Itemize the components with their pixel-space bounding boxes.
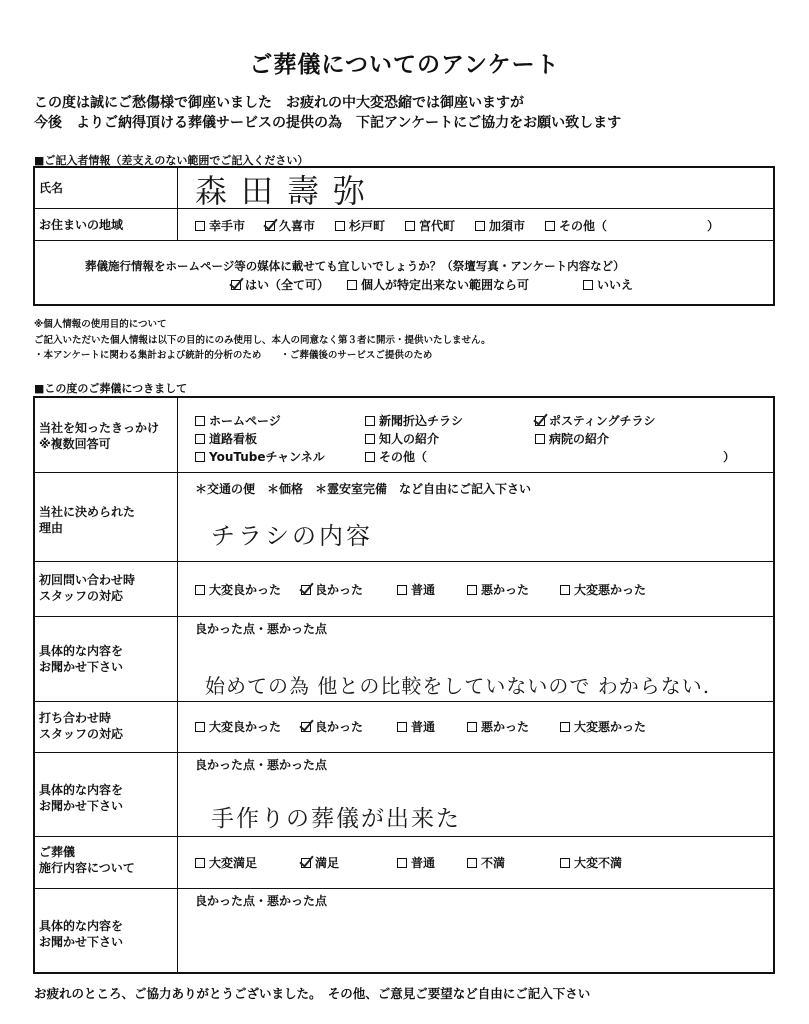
- checkbox-checked-icon: [301, 722, 311, 732]
- checkbox-icon: [535, 434, 545, 444]
- area-option-miyashiro[interactable]: 宮代町: [405, 219, 455, 233]
- trigger-option-youtube[interactable]: YouTubeチャンネル: [195, 450, 325, 464]
- checkbox-icon: [195, 452, 205, 462]
- checkbox-icon: [467, 858, 477, 868]
- trigger-option-roadsign[interactable]: 道路看板: [195, 432, 257, 446]
- first-contact-option-very-bad[interactable]: 大変悪かった: [560, 583, 646, 597]
- checkbox-icon: [365, 416, 375, 426]
- checkbox-icon: [560, 722, 570, 732]
- checkbox-checked-icon: [231, 280, 241, 290]
- respondent-table: [33, 166, 775, 306]
- checkbox-icon: [335, 221, 345, 231]
- detail1-sublabel: お聞かせ下さい: [39, 660, 124, 674]
- checkbox-icon: [195, 221, 205, 231]
- publish-option-no[interactable]: いいえ: [583, 278, 633, 292]
- first-contact-option-good[interactable]: 良かった: [301, 583, 363, 597]
- detail2-value[interactable]: 手作りの葬儀が出来た: [211, 806, 461, 832]
- area-option-sugito[interactable]: 杉戸町: [335, 219, 385, 233]
- meeting-option-very-bad[interactable]: 大変悪かった: [560, 720, 646, 734]
- trigger-option-referral[interactable]: 知人の紹介: [365, 432, 439, 446]
- name-value[interactable]: 森田壽弥: [195, 172, 380, 210]
- publish-option-yes[interactable]: はい（全て可）: [231, 278, 329, 292]
- service-option-unsatisfied[interactable]: 不満: [467, 856, 505, 870]
- detail1-value[interactable]: 始めての為 他との比較をしていないので わからない.: [205, 674, 711, 698]
- publish-question: 葬儀施行情報をホームページ等の媒体に載せても宜しいでしょうか？（祭壇写真・アンケート内容など）: [85, 259, 625, 273]
- detail2-hint: 良かった点・悪かった点: [195, 758, 328, 772]
- respondent-section-header: ■ご記入者情報（差支えのない範囲でご記入ください）: [34, 154, 309, 167]
- checkbox-icon: [365, 452, 375, 462]
- checkbox-checked-icon: [301, 585, 311, 595]
- checkbox-icon: [560, 585, 570, 595]
- checkbox-icon: [583, 280, 593, 290]
- intro-line-2: 今後 よりご納得頂ける葬儀サービスの提供の為 下記アンケートにご協力をお願い致します: [34, 115, 622, 131]
- meeting-option-very-good[interactable]: 大変良かった: [195, 720, 281, 734]
- detail3-sublabel: お聞かせ下さい: [39, 935, 124, 949]
- detail1-hint: 良かった点・悪かった点: [195, 622, 328, 636]
- checkbox-icon: [365, 434, 375, 444]
- meeting-label: 打ち合わせ時: [39, 711, 112, 725]
- trigger-option-posting[interactable]: ポスティングチラシ: [535, 414, 656, 428]
- trigger-sublabel: ※複数回答可: [39, 437, 111, 451]
- reason-hint: ＊交通の便 ＊価格 ＊霊安室完備 など自由にご記入下さい: [195, 482, 532, 496]
- service-option-satisfied[interactable]: 満足: [301, 856, 339, 870]
- meeting-option-good[interactable]: 良かった: [301, 720, 363, 734]
- checkbox-icon: [467, 722, 477, 732]
- trigger-option-other[interactable]: その他（: [365, 450, 427, 464]
- checkbox-icon: [560, 858, 570, 868]
- area-other-close: ）: [707, 219, 720, 233]
- checkbox-icon: [347, 280, 357, 290]
- intro-line-1: この度は誠にご愁傷様で御座いました お疲れの中大変恐縮では御座いますが: [34, 95, 524, 111]
- first-contact-option-normal[interactable]: 普通: [397, 583, 435, 597]
- detail2-sublabel: お聞かせ下さい: [39, 799, 124, 813]
- privacy-line-2: ・本アンケートに関わる集計および統計的分析のため ・ご葬儀後のサービスご提供のため: [34, 350, 433, 361]
- detail3-label: 具体的な内容を: [39, 919, 124, 933]
- checkbox-icon: [405, 221, 415, 231]
- trigger-other-close: ）: [723, 450, 736, 464]
- trigger-option-hospital[interactable]: 病院の紹介: [535, 432, 609, 446]
- checkbox-checked-icon: [265, 221, 275, 231]
- service-option-very-satisfied[interactable]: 大変満足: [195, 856, 257, 870]
- checkbox-checked-icon: [535, 416, 545, 426]
- service-label: ご葬儀: [39, 845, 76, 859]
- checkbox-icon: [195, 416, 205, 426]
- publish-option-anonymous[interactable]: 個人が特定出来ない範囲なら可: [347, 278, 529, 292]
- area-option-satte[interactable]: 幸手市: [195, 219, 245, 233]
- checkbox-icon: [195, 434, 205, 444]
- trigger-option-homepage[interactable]: ホームページ: [195, 414, 281, 428]
- detail1-label: 具体的な内容を: [39, 644, 124, 658]
- detail2-label: 具体的な内容を: [39, 783, 124, 797]
- service-option-normal[interactable]: 普通: [397, 856, 435, 870]
- privacy-title: ※個人情報の使用目的について: [34, 319, 167, 330]
- service-option-very-unsatisfied[interactable]: 大変不満: [560, 856, 622, 870]
- reason-label: 当社に決められた: [39, 505, 136, 519]
- checkbox-checked-icon: [301, 858, 311, 868]
- first-contact-sublabel: スタッフの対応: [39, 589, 124, 603]
- reason-value[interactable]: チラシの内容: [211, 522, 373, 550]
- checkbox-icon: [397, 722, 407, 732]
- trigger-option-newspaper[interactable]: 新聞折込チラシ: [365, 414, 463, 428]
- meeting-sublabel: スタッフの対応: [39, 727, 124, 741]
- trigger-label: 当社を知ったきっかけ: [39, 421, 160, 435]
- checkbox-icon: [195, 858, 205, 868]
- first-contact-label: 初回問い合わせ時: [39, 573, 136, 587]
- privacy-line-1: ご記入いただいた個人情報は以下の目的にのみ使用し、本人の同意なく第３者に開示・提供いたしません。: [34, 335, 491, 346]
- first-contact-option-very-good[interactable]: 大変良かった: [195, 583, 281, 597]
- name-label: 氏名: [39, 181, 64, 195]
- first-contact-option-bad[interactable]: 悪かった: [467, 583, 529, 597]
- area-option-kuki[interactable]: 久喜市: [265, 219, 315, 233]
- checkbox-icon: [397, 858, 407, 868]
- checkbox-icon: [475, 221, 485, 231]
- footer-note: お疲れのところ、ご協力ありがとうございました。 その他、ご意見ご要望など自由にご記入下さい: [34, 986, 591, 1001]
- service-sublabel: 施行内容について: [39, 861, 135, 875]
- checkbox-icon: [545, 221, 555, 231]
- survey-title: ご葬儀についてのアンケート: [249, 52, 560, 78]
- funeral-table: [33, 396, 775, 974]
- detail3-hint: 良かった点・悪かった点: [195, 894, 328, 908]
- checkbox-icon: [467, 585, 477, 595]
- area-option-other[interactable]: その他（: [545, 219, 607, 233]
- area-label: お住まいの地域: [39, 218, 124, 232]
- checkbox-icon: [195, 722, 205, 732]
- meeting-option-normal[interactable]: 普通: [397, 720, 435, 734]
- checkbox-icon: [397, 585, 407, 595]
- funeral-section-header: ■この度のご葬儀につきまして: [34, 382, 188, 395]
- meeting-option-bad[interactable]: 悪かった: [467, 720, 529, 734]
- reason-sublabel: 理由: [39, 521, 64, 535]
- checkbox-icon: [195, 585, 205, 595]
- area-option-kazo[interactable]: 加須市: [475, 219, 525, 233]
